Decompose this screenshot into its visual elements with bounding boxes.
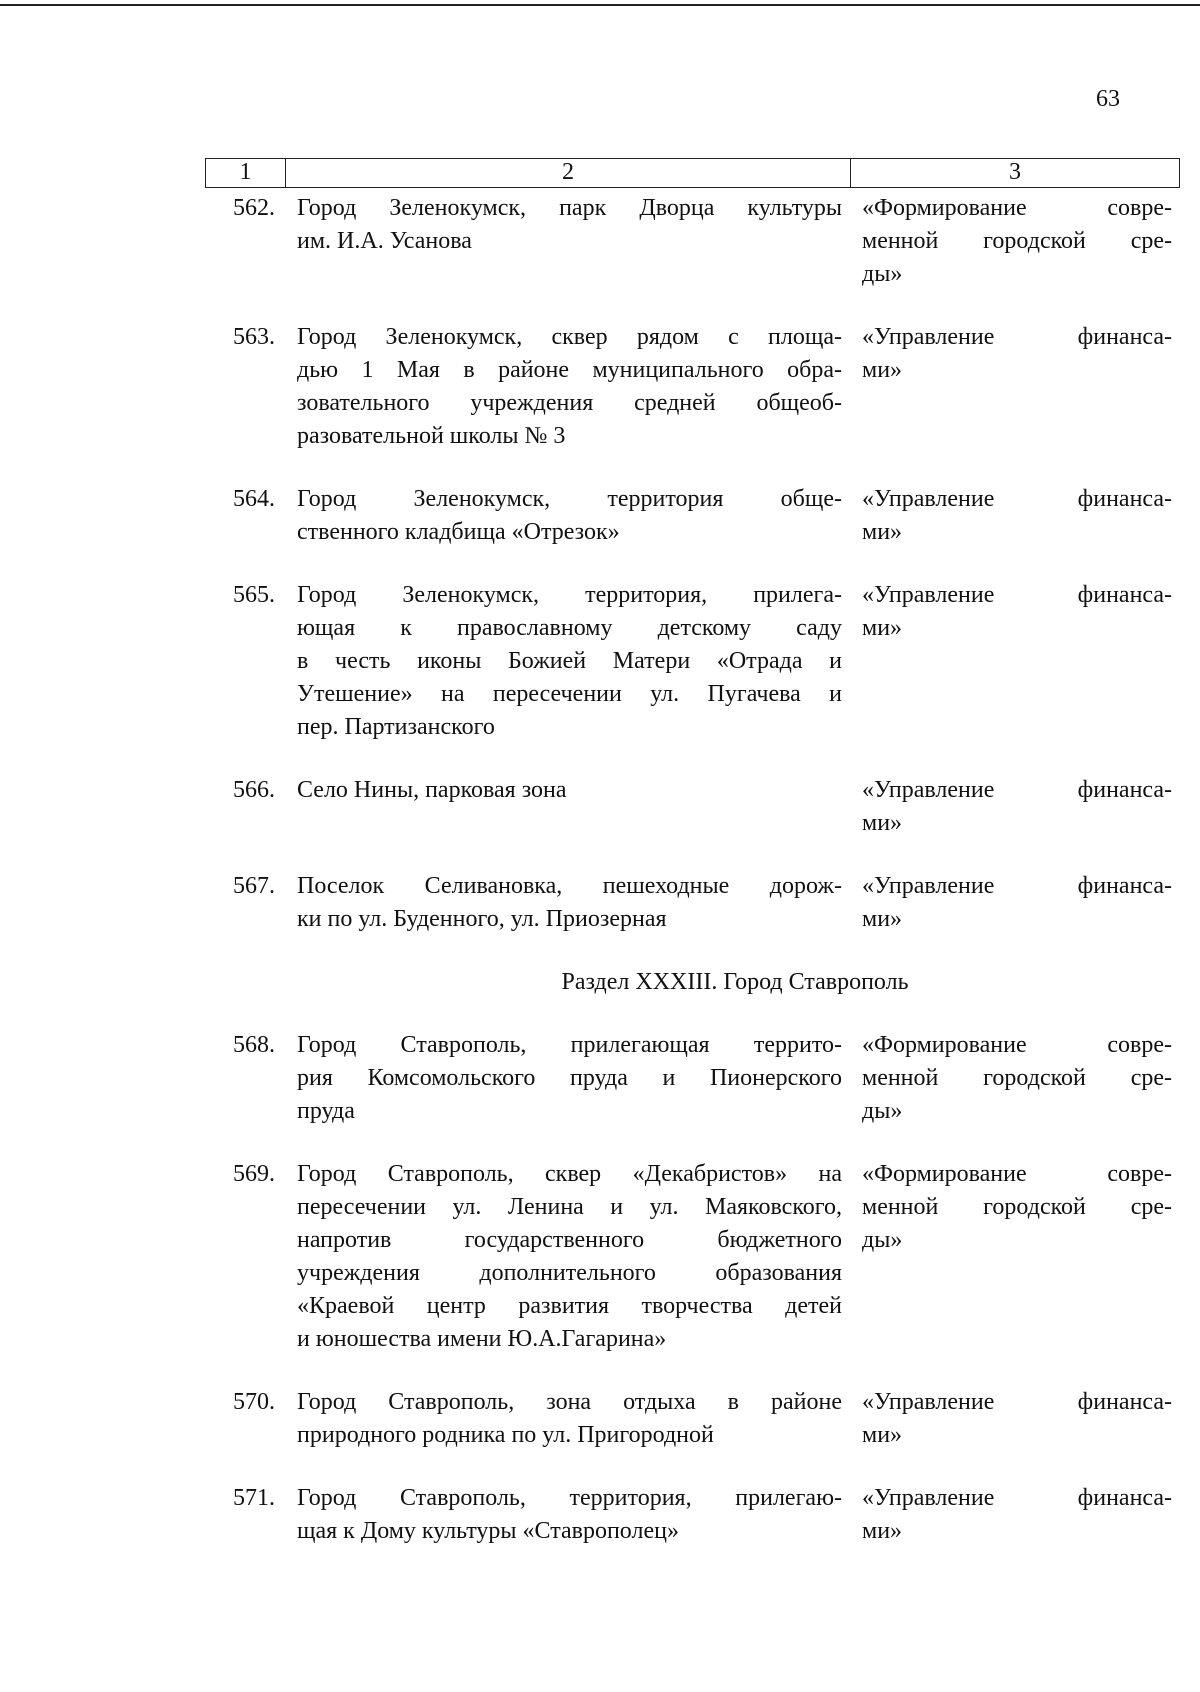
table-row (205, 1482, 1175, 1548)
row-description-line: Поселок Селивановка, пешеходные дорож- (297, 873, 842, 899)
row-number: 564. (233, 486, 275, 512)
row-description-line: «Краевой центр развития творчества детей (297, 1293, 842, 1319)
row-program-line: менной городской сре- (862, 1194, 1172, 1220)
table-body (205, 192, 1175, 1578)
row-number: 570. (233, 1389, 275, 1415)
row-description (285, 774, 842, 840)
header-col-2: 2 (286, 159, 851, 187)
row-program-line: менной городской сре- (862, 1065, 1172, 1091)
row-description (285, 1386, 842, 1452)
row-number: 562. (233, 195, 275, 221)
row-description (285, 870, 842, 936)
row-description-line: пересечении ул. Ленина и ул. Маяковского, (297, 1194, 842, 1220)
row-description-line: ственного кладбища «Отрезок» (297, 519, 620, 545)
top-rule (0, 4, 1200, 6)
row-program-line: «Управление финанса- (862, 582, 1172, 608)
row-description-line: учреждения дополнительного образования (297, 1260, 842, 1286)
row-number: 571. (233, 1485, 275, 1511)
table-row (205, 192, 1175, 291)
row-program-line: ми» (862, 810, 903, 836)
row-program-line: «Формирование совре- (862, 1161, 1172, 1187)
row-number: 563. (233, 324, 275, 350)
table-row (205, 579, 1175, 744)
row-description-line: разовательной школы № 3 (297, 423, 566, 449)
row-program (842, 1386, 1172, 1452)
row-number: 567. (233, 873, 275, 899)
row-description-line: Город Ставрополь, территория, прилегаю- (297, 1485, 842, 1511)
table-row (205, 774, 1175, 840)
row-program-line: менной городской сре- (862, 228, 1172, 254)
row-description-line: природного родника по ул. Пригородной (297, 1422, 714, 1448)
row-description-line: Город Ставрополь, прилегающая террито- (297, 1032, 842, 1058)
row-description (285, 1482, 842, 1548)
row-program-line: «Управление финанса- (862, 873, 1172, 899)
row-program-line: «Управление финанса- (862, 1389, 1172, 1415)
row-description-line: Город Ставрополь, сквер «Декабристов» на (297, 1161, 842, 1187)
table-row (205, 483, 1175, 549)
row-description-line: дью 1 Мая в районе муниципального обра- (297, 357, 842, 383)
row-program-line: «Управление финанса- (862, 486, 1172, 512)
row-program-line: ми» (862, 519, 903, 545)
row-description-line: Город Зеленокумск, сквер рядом с площа- (297, 324, 842, 350)
section-title: Раздел XXXIII. Город Ставрополь (561, 969, 909, 995)
row-number: 569. (233, 1161, 275, 1187)
table-row (205, 870, 1175, 936)
row-program (842, 1158, 1172, 1356)
row-program-line: ми» (862, 1422, 903, 1448)
row-description-line: Город Зеленокумск, территория, прилега- (297, 582, 842, 608)
row-program-line: «Формирование совре- (862, 1032, 1172, 1058)
row-program-line: «Управление финанса- (862, 1485, 1172, 1511)
row-number: 565. (233, 582, 275, 608)
row-description (285, 1158, 842, 1356)
table-header (205, 158, 1180, 188)
header-col-1: 1 (206, 159, 286, 187)
row-program (842, 870, 1172, 936)
row-description (285, 483, 842, 549)
row-description-line: напротив государственного бюджетного (297, 1227, 842, 1253)
row-number: 568. (233, 1032, 275, 1058)
header-col-3: 3 (1009, 159, 1021, 185)
row-description (285, 321, 842, 453)
table-row (205, 1029, 1175, 1128)
row-description-line: зовательного учреждения средней общеоб- (297, 390, 842, 416)
row-description-line: Село Нины, парковая зона (297, 777, 567, 803)
row-description-line: ющая к православному детскому саду (297, 615, 842, 641)
row-program-line: ми» (862, 615, 903, 641)
row-program (842, 192, 1172, 291)
row-program (842, 1029, 1172, 1128)
row-description-line: ки по ул. Буденного, ул. Приозерная (297, 906, 667, 932)
table-row (205, 321, 1175, 453)
table-row (205, 1158, 1175, 1356)
row-program-line: ми» (862, 357, 903, 383)
row-program-line: ды» (862, 1227, 903, 1253)
row-description-line: Город Зеленокумск, парк Дворца культуры (297, 195, 842, 221)
row-program-line: «Управление финанса- (862, 777, 1172, 803)
row-program (842, 1482, 1172, 1548)
row-description (285, 579, 842, 744)
row-description (285, 1029, 842, 1128)
row-program (842, 321, 1172, 453)
row-description-line: им. И.А. Усанова (297, 228, 472, 254)
row-program-line: ды» (862, 1098, 903, 1124)
table-row (205, 1386, 1175, 1452)
row-description-line: Город Ставрополь, зона отдыха в районе (297, 1389, 842, 1415)
row-program-line: ми» (862, 906, 903, 932)
row-number: 566. (233, 777, 275, 803)
row-description (285, 192, 842, 291)
row-program (842, 774, 1172, 840)
row-description-line: пер. Партизанского (297, 714, 495, 740)
row-program-line: «Управление финанса- (862, 324, 1172, 350)
row-description-line: и юношества имени Ю.А.Гагарина» (297, 1326, 667, 1352)
row-program (842, 579, 1172, 744)
row-description-line: Утешение» на пересечении ул. Пугачева и (297, 681, 842, 707)
row-description-line: пруда (297, 1098, 355, 1124)
page-number: 63 (1096, 86, 1120, 112)
row-description-line: Город Зеленокумск, территория обще- (297, 486, 842, 512)
row-program-line: ды» (862, 261, 903, 287)
row-program (842, 483, 1172, 549)
row-program-line: «Формирование совре- (862, 195, 1172, 221)
row-description-line: щая к Дому культуры «Ставрополец» (297, 1518, 679, 1544)
row-description-line: рия Комсомольского пруда и Пионерского (297, 1065, 842, 1091)
row-description-line: в честь иконы Божией Матери «Отрада и (297, 648, 842, 674)
row-program-line: ми» (862, 1518, 903, 1544)
